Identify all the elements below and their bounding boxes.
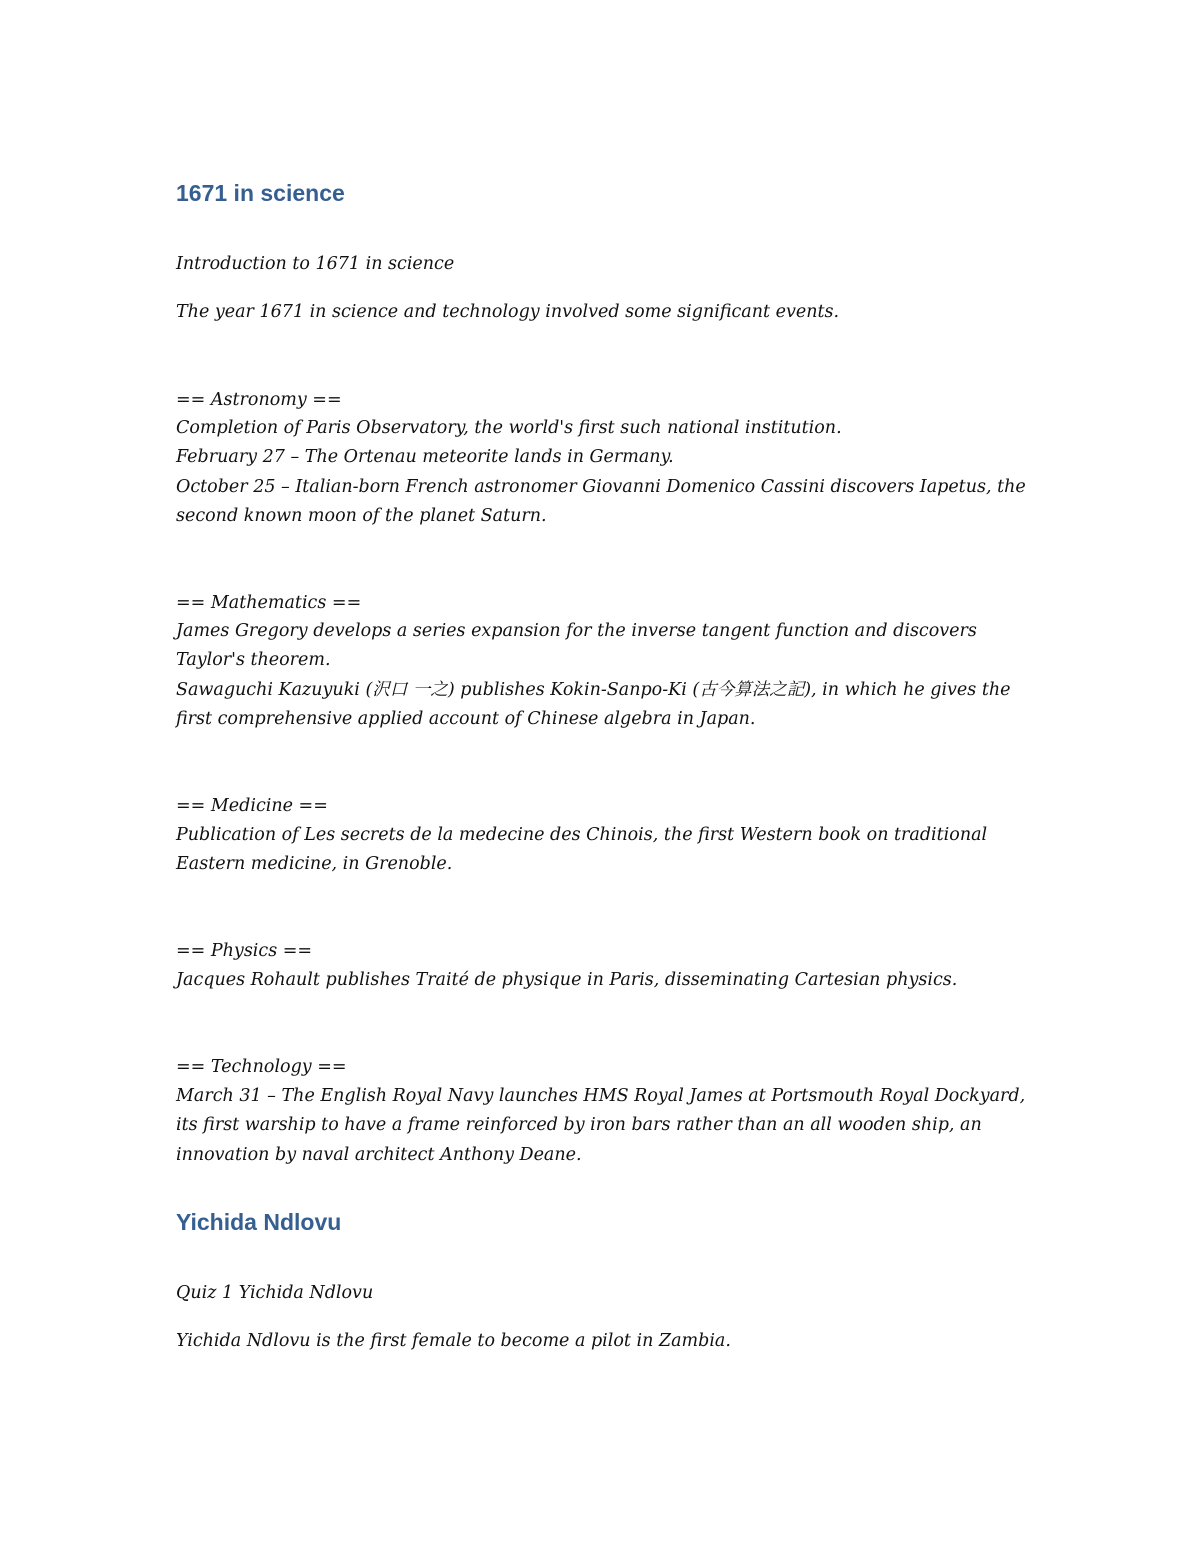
intro-label: Introduction to 1671 in science xyxy=(176,254,455,274)
ndlovu-text: Yichida Ndlovu is the first female to become a pilot in Zambia. xyxy=(176,1331,731,1351)
mathematics-header: == Mathematics == xyxy=(176,593,362,613)
astronomy-item-2: February 27 – The Ortenau meteorite lands in Germany. xyxy=(176,447,674,467)
medicine-item-1: Publication of Les secrets de la medecine des Chinois, the first Western book on traditional Eastern medicine, in Grenoble. xyxy=(176,825,988,875)
mathematics-item-1: James Gregory develops a series expansion for the inverse tangent function and discovers Taylor's theorem. xyxy=(176,621,977,671)
medicine-header: == Medicine == xyxy=(176,796,328,816)
mathematics-item-2: Sawaguchi Kazuyuki (沢口 一之) publishes Kokin-Sanpo-Ki (古今算法之記), in which he gives the first comprehensive applied account of Chinese algebra in Japan. xyxy=(176,680,1011,730)
astronomy-item-1: Completion of Paris Observatory, the world's first such national institution. xyxy=(176,418,842,438)
technology-header: == Technology == xyxy=(176,1057,347,1077)
astronomy-item-3: October 25 – Italian-born French astronomer Giovanni Domenico Cassini discovers Iapetus, the second known moon of the planet Saturn. xyxy=(176,477,1026,527)
physics-item-1: Jacques Rohault publishes Traité de physique in Paris, disseminating Cartesian physics. xyxy=(176,970,958,990)
section-title-yichida-ndlovu: Yichida Ndlovu xyxy=(176,1209,342,1235)
astronomy-header: == Astronomy == xyxy=(176,390,342,410)
quiz-label: Quiz 1 Yichida Ndlovu xyxy=(176,1283,374,1303)
section-title-1671-in-science: 1671 in science xyxy=(176,180,345,206)
physics-header: == Physics == xyxy=(176,941,313,961)
technology-item-1: March 31 – The English Royal Navy launches HMS Royal James at Portsmouth Royal Dockyard, its first warship to have a frame reinforced by iron bars rather than an all wooden ship, an innovation by naval architect Anthony Deane. xyxy=(176,1086,1026,1165)
intro-text: The year 1671 in science and technology involved some significant events. xyxy=(176,302,840,322)
